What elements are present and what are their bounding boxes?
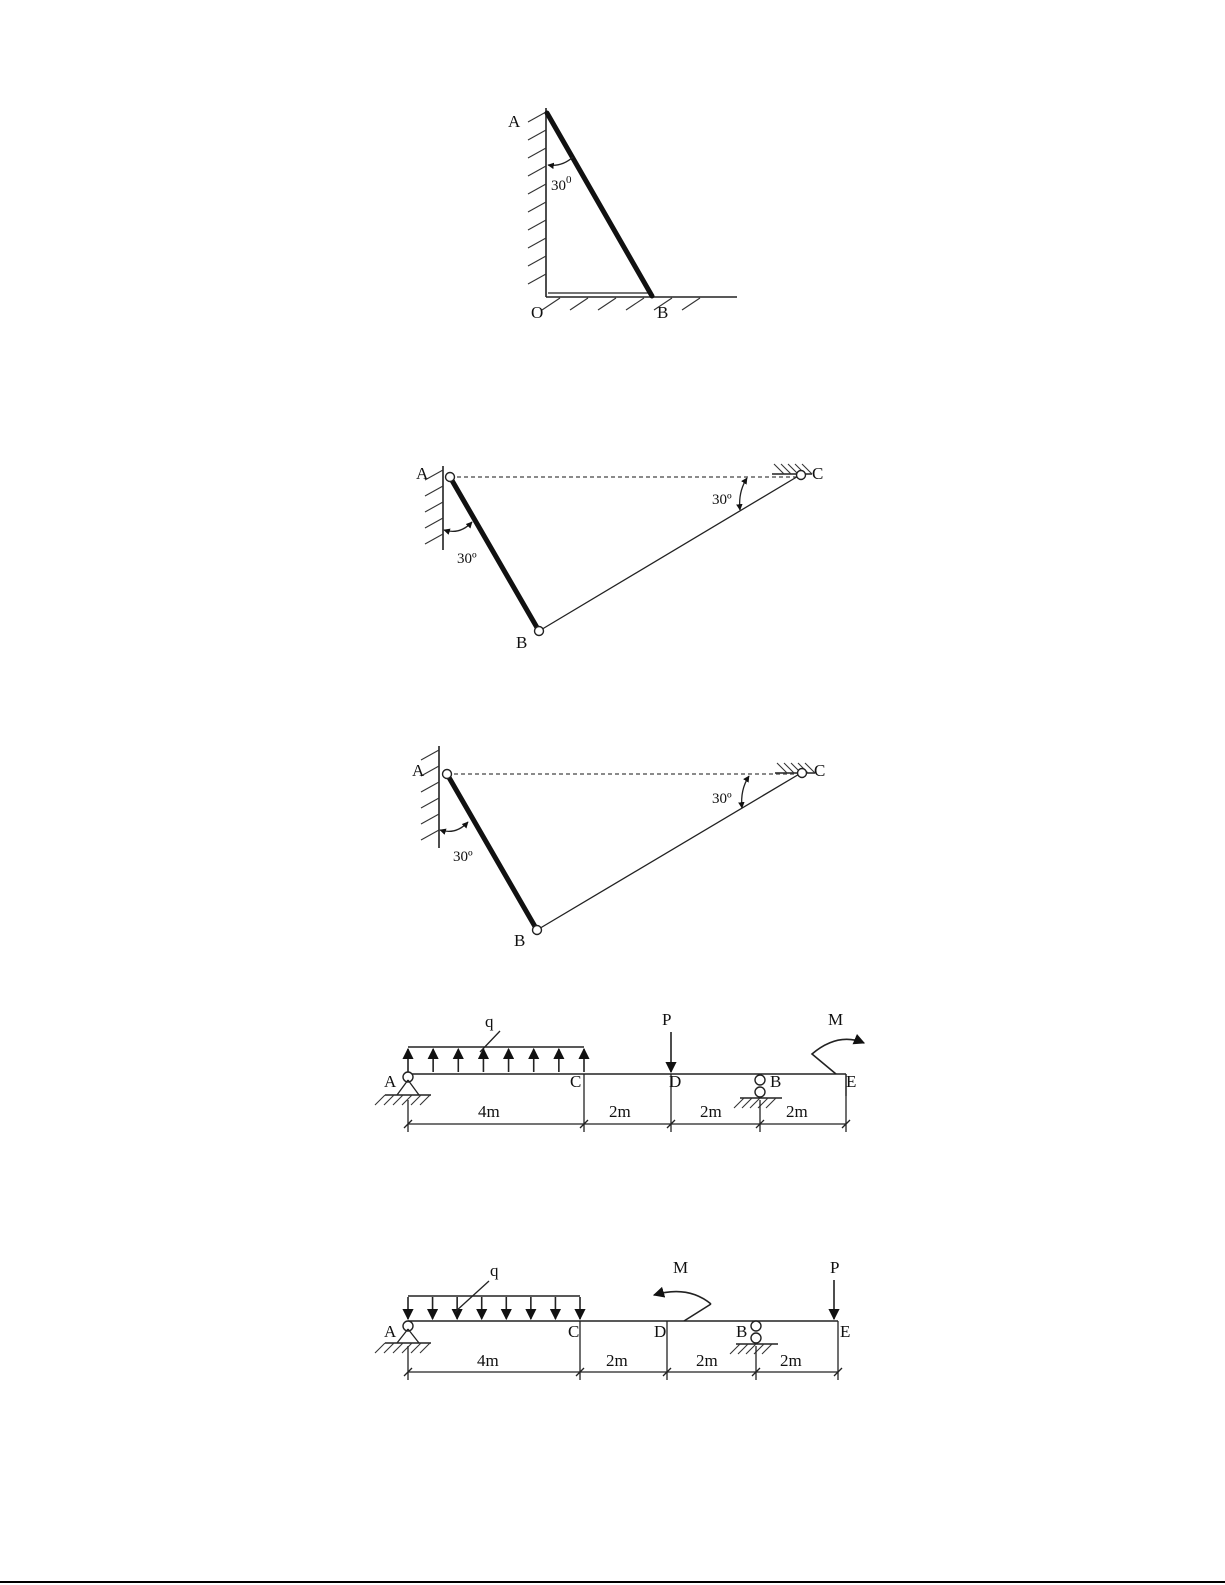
hatch-stroke [384, 1343, 394, 1353]
label-c: C [568, 1322, 580, 1341]
label-d: D [669, 1072, 682, 1091]
angle-label-a: 30º [453, 849, 473, 865]
hatch-stroke [742, 1098, 752, 1108]
label-a: A [412, 761, 425, 780]
label-e: E [840, 1322, 851, 1341]
hatch-stroke [425, 502, 443, 512]
hatch-stroke [528, 166, 546, 176]
cable-bc [537, 773, 801, 930]
pin-a [446, 473, 455, 482]
dimension-ac: 4m [478, 1102, 500, 1121]
load-label-m: M [828, 1010, 844, 1029]
hatch-stroke [746, 1344, 756, 1354]
hatch-stroke [762, 1344, 772, 1354]
label-d: D [654, 1322, 667, 1341]
hatch-stroke [411, 1343, 421, 1353]
cable-bc [539, 475, 800, 631]
dimension-line [404, 1120, 850, 1128]
label-b: B [657, 303, 669, 322]
hatch-stroke [402, 1095, 412, 1105]
moment-m [812, 1039, 864, 1074]
hatch-stroke [425, 518, 443, 528]
angle-label-a: 30º [457, 551, 477, 567]
hatch-stroke [421, 750, 439, 760]
hatch-stroke [738, 1344, 748, 1354]
hatch-stroke [421, 814, 439, 824]
label-b: B [514, 931, 526, 950]
hatch-stroke [528, 184, 546, 194]
hatch-stroke [528, 238, 546, 248]
hatch-stroke [425, 534, 443, 544]
angle-arc-30 [548, 157, 573, 165]
hatch-stroke [393, 1343, 403, 1353]
angle-label-c: 30º [712, 492, 732, 508]
hatch-stroke [598, 298, 616, 310]
label-c: C [814, 761, 826, 780]
angle-arc-a [444, 522, 472, 531]
wall-hatching [528, 108, 546, 297]
pin-a [443, 770, 452, 779]
label-a: A [384, 1322, 397, 1341]
angle-label-c: 30º [712, 791, 732, 807]
hatch-stroke [730, 1344, 740, 1354]
label-c: C [812, 464, 824, 483]
dimension-cd: 2m [606, 1351, 628, 1370]
ceiling-hatching [775, 763, 815, 773]
hatch-stroke [570, 298, 588, 310]
distributed-load-q [408, 1281, 580, 1319]
figure-rod-cable-1 [416, 464, 823, 652]
hatch-stroke [528, 112, 546, 122]
figure-rod-cable-2 [412, 746, 825, 950]
pin-b [533, 926, 542, 935]
load-label-q: q [490, 1261, 499, 1280]
hatch-stroke [542, 298, 560, 310]
moment-m [654, 1292, 711, 1304]
distributed-load-q [408, 1031, 584, 1072]
hatch-stroke [528, 256, 546, 266]
dimension-be: 2m [780, 1351, 802, 1370]
hatch-stroke [393, 1095, 403, 1105]
hatch-stroke [682, 298, 700, 310]
figure-ladder-wall-floor [508, 108, 737, 322]
hatch-stroke [425, 486, 443, 496]
hatch-stroke [421, 782, 439, 792]
load-label-p: P [662, 1010, 672, 1029]
dimension-db: 2m [700, 1102, 722, 1121]
label-a: A [384, 1072, 397, 1091]
hatch-stroke [411, 1095, 421, 1105]
hatch-stroke [528, 220, 546, 230]
label-b: B [516, 633, 528, 652]
hatch-stroke [528, 202, 546, 212]
hatch-stroke [734, 1098, 744, 1108]
hatch-stroke [402, 1343, 412, 1353]
dimension-be: 2m [786, 1102, 808, 1121]
hatch-stroke [528, 274, 546, 284]
hatch-stroke [421, 830, 439, 840]
label-o: O [531, 303, 544, 322]
hatch-stroke [420, 1095, 430, 1105]
dimension-cd: 2m [609, 1102, 631, 1121]
pin-b [535, 627, 544, 636]
pin-c [798, 769, 807, 778]
hatch-stroke [750, 1098, 760, 1108]
angle-arc-c [742, 776, 749, 808]
dimension-db: 2m [696, 1351, 718, 1370]
hatch-stroke [626, 298, 644, 310]
ceiling-hatching [772, 464, 812, 474]
hatch-stroke [384, 1095, 394, 1105]
label-a: A [416, 464, 429, 483]
label-b: B [736, 1322, 748, 1341]
floor-hatching [542, 293, 737, 310]
label-c: C [570, 1072, 582, 1091]
pin-c [797, 471, 806, 480]
hatch-stroke [528, 148, 546, 158]
hatch-stroke [766, 1098, 776, 1108]
hatch-stroke [375, 1095, 385, 1105]
figure-beam-1 [375, 1010, 864, 1132]
angle-arc-c [740, 478, 747, 510]
label-b: B [770, 1072, 782, 1091]
hatch-stroke [528, 130, 546, 140]
angle-arc-a [440, 822, 468, 831]
load-label-p: P [830, 1258, 840, 1277]
dimension-ac: 4m [477, 1351, 499, 1370]
hatch-stroke [375, 1343, 385, 1353]
load-label-q: q [485, 1012, 494, 1031]
rod-ab [547, 113, 652, 296]
hatch-stroke [421, 798, 439, 808]
load-label-m: M [673, 1258, 689, 1277]
label-e: E [846, 1072, 857, 1091]
figure-beam-2 [375, 1258, 850, 1380]
angle-label: $30^0$ [551, 174, 572, 194]
hatch-stroke [420, 1343, 430, 1353]
label-a: A [508, 112, 521, 131]
